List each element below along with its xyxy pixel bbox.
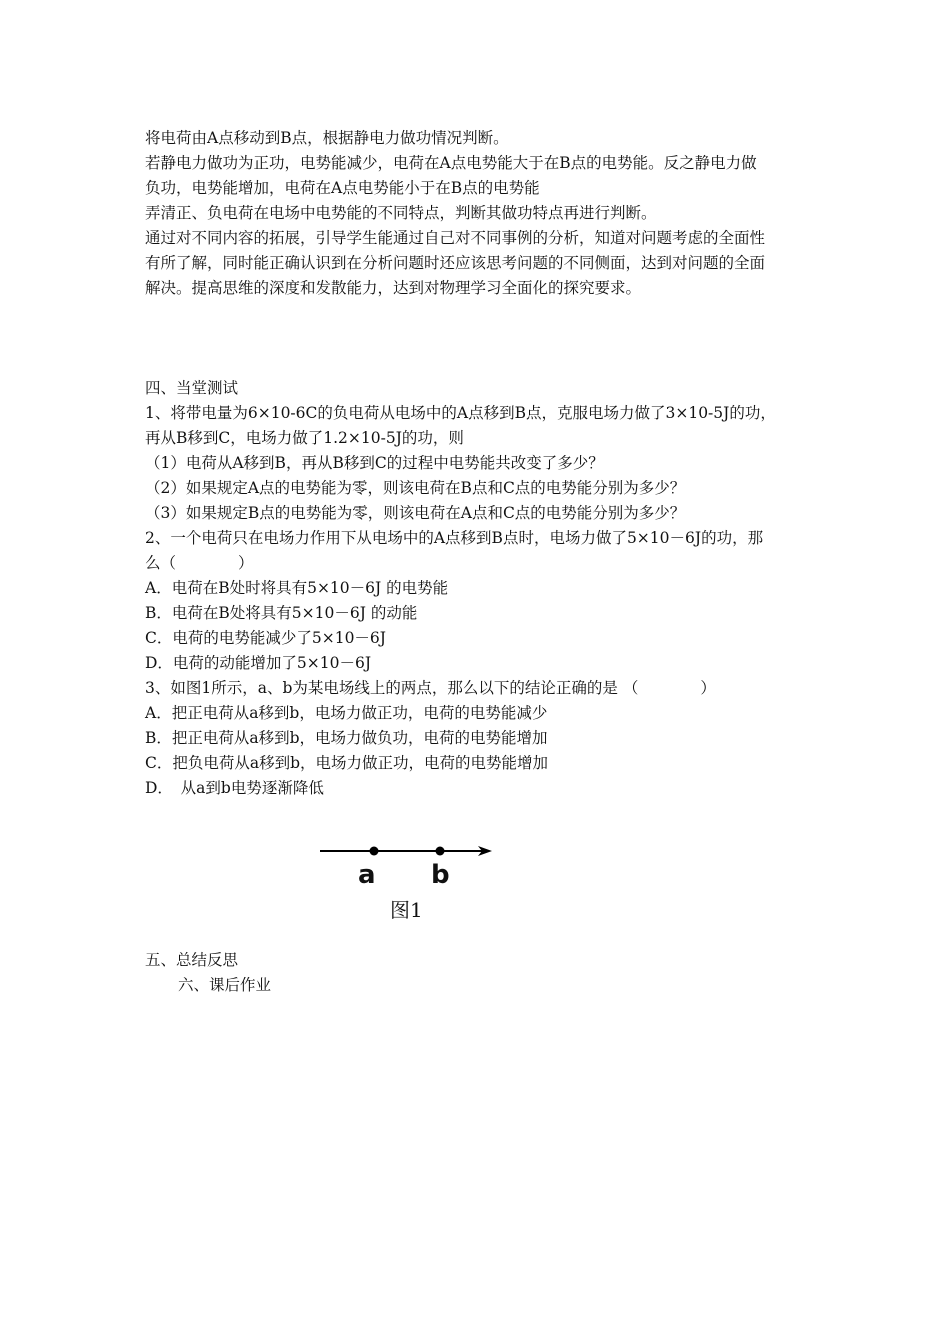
q1-sub-3: （3）如果规定B点的电势能为零，则该电荷在A点和C点的电势能分别为多少？	[145, 504, 686, 522]
q2-line-2: 么（ ）	[145, 554, 254, 572]
intro-line-3: 负功，电势能增加，电荷在A点电势能小于在B点的电势能	[145, 179, 540, 197]
q3-line-1: 3、如图1所示，a、b为某电场线上的两点，那么以下的结论正确的是 （ ）	[145, 679, 716, 697]
intro-line-5: 通过对不同内容的拓展，引导学生能通过自己对不同事例的分析，知道对问题考虑的全面性	[145, 229, 766, 247]
q1-line-2: 再从B移到C，电场力做了1.2×10-5J的功，则	[145, 429, 464, 447]
q2-option-b: B．电荷在B处将具有5×10－6J 的动能	[145, 604, 418, 622]
q2-option-d: D．电荷的动能增加了5×10－6J	[145, 654, 372, 672]
point-b-label: b	[431, 860, 450, 890]
q3-option-b: B．把正电荷从a移到b，电场力做负功，电荷的电势能增加	[145, 729, 548, 747]
point-b-dot	[436, 847, 445, 856]
point-a-label: a	[358, 860, 376, 890]
point-a-dot	[370, 847, 379, 856]
q2-option-a: A．电荷在B处时将具有5×10－6J 的电势能	[145, 579, 449, 597]
q3-option-d: D． 从a到b电势逐渐降低	[145, 779, 324, 797]
q1-line-1: 1、将带电量为6×10-6C的负电荷从电场中的A点移到B点，克服电场力做了3×10-5J的功，	[145, 404, 776, 422]
intro-line-2: 若静电力做功为正功，电势能减少，电荷在A点电势能大于在B点的电势能。反之静电力做	[145, 154, 757, 172]
field-line-diagram	[318, 838, 498, 888]
intro-line-4: 弄清正、负电荷在电场中电势能的不同特点，判断其做功特点再进行判断。	[145, 204, 657, 222]
q1-sub-1: （1）电荷从A移到B，再从B移到C的过程中电势能共改变了多少？	[145, 454, 604, 472]
figure-caption: 图1	[390, 898, 423, 922]
q1-sub-2: （2）如果规定A点的电势能为零，则该电荷在B点和C点的电势能分别为多少？	[145, 479, 686, 497]
section4-heading: 四、当堂测试	[145, 379, 239, 397]
section6-heading: 六、课后作业	[178, 976, 272, 994]
figure-1	[318, 838, 498, 923]
q3-option-a: A．把正电荷从a移到b，电场力做正功，电荷的电势能减少	[145, 704, 548, 722]
section5-heading: 五、总结反思	[145, 951, 239, 969]
q2-line-1: 2、一个电荷只在电场力作用下从电场中的A点移到B点时，电场力做了5×10－6J的功，那	[145, 529, 764, 547]
q2-option-c: C．电荷的电势能减少了5×10－6J	[145, 629, 387, 647]
intro-line-7: 解决。提高思维的深度和发散能力，达到对物理学习全面化的探究要求。	[145, 279, 642, 297]
q3-option-c: C．把负电荷从a移到b，电场力做正功，电荷的电势能增加	[145, 754, 549, 772]
intro-line-1: 将电荷由A点移动到B点，根据静电力做功情况判断。	[145, 129, 509, 147]
intro-line-6: 有所了解，同时能正确认识到在分析问题时还应该思考问题的不同侧面，达到对问题的全面	[145, 254, 766, 272]
